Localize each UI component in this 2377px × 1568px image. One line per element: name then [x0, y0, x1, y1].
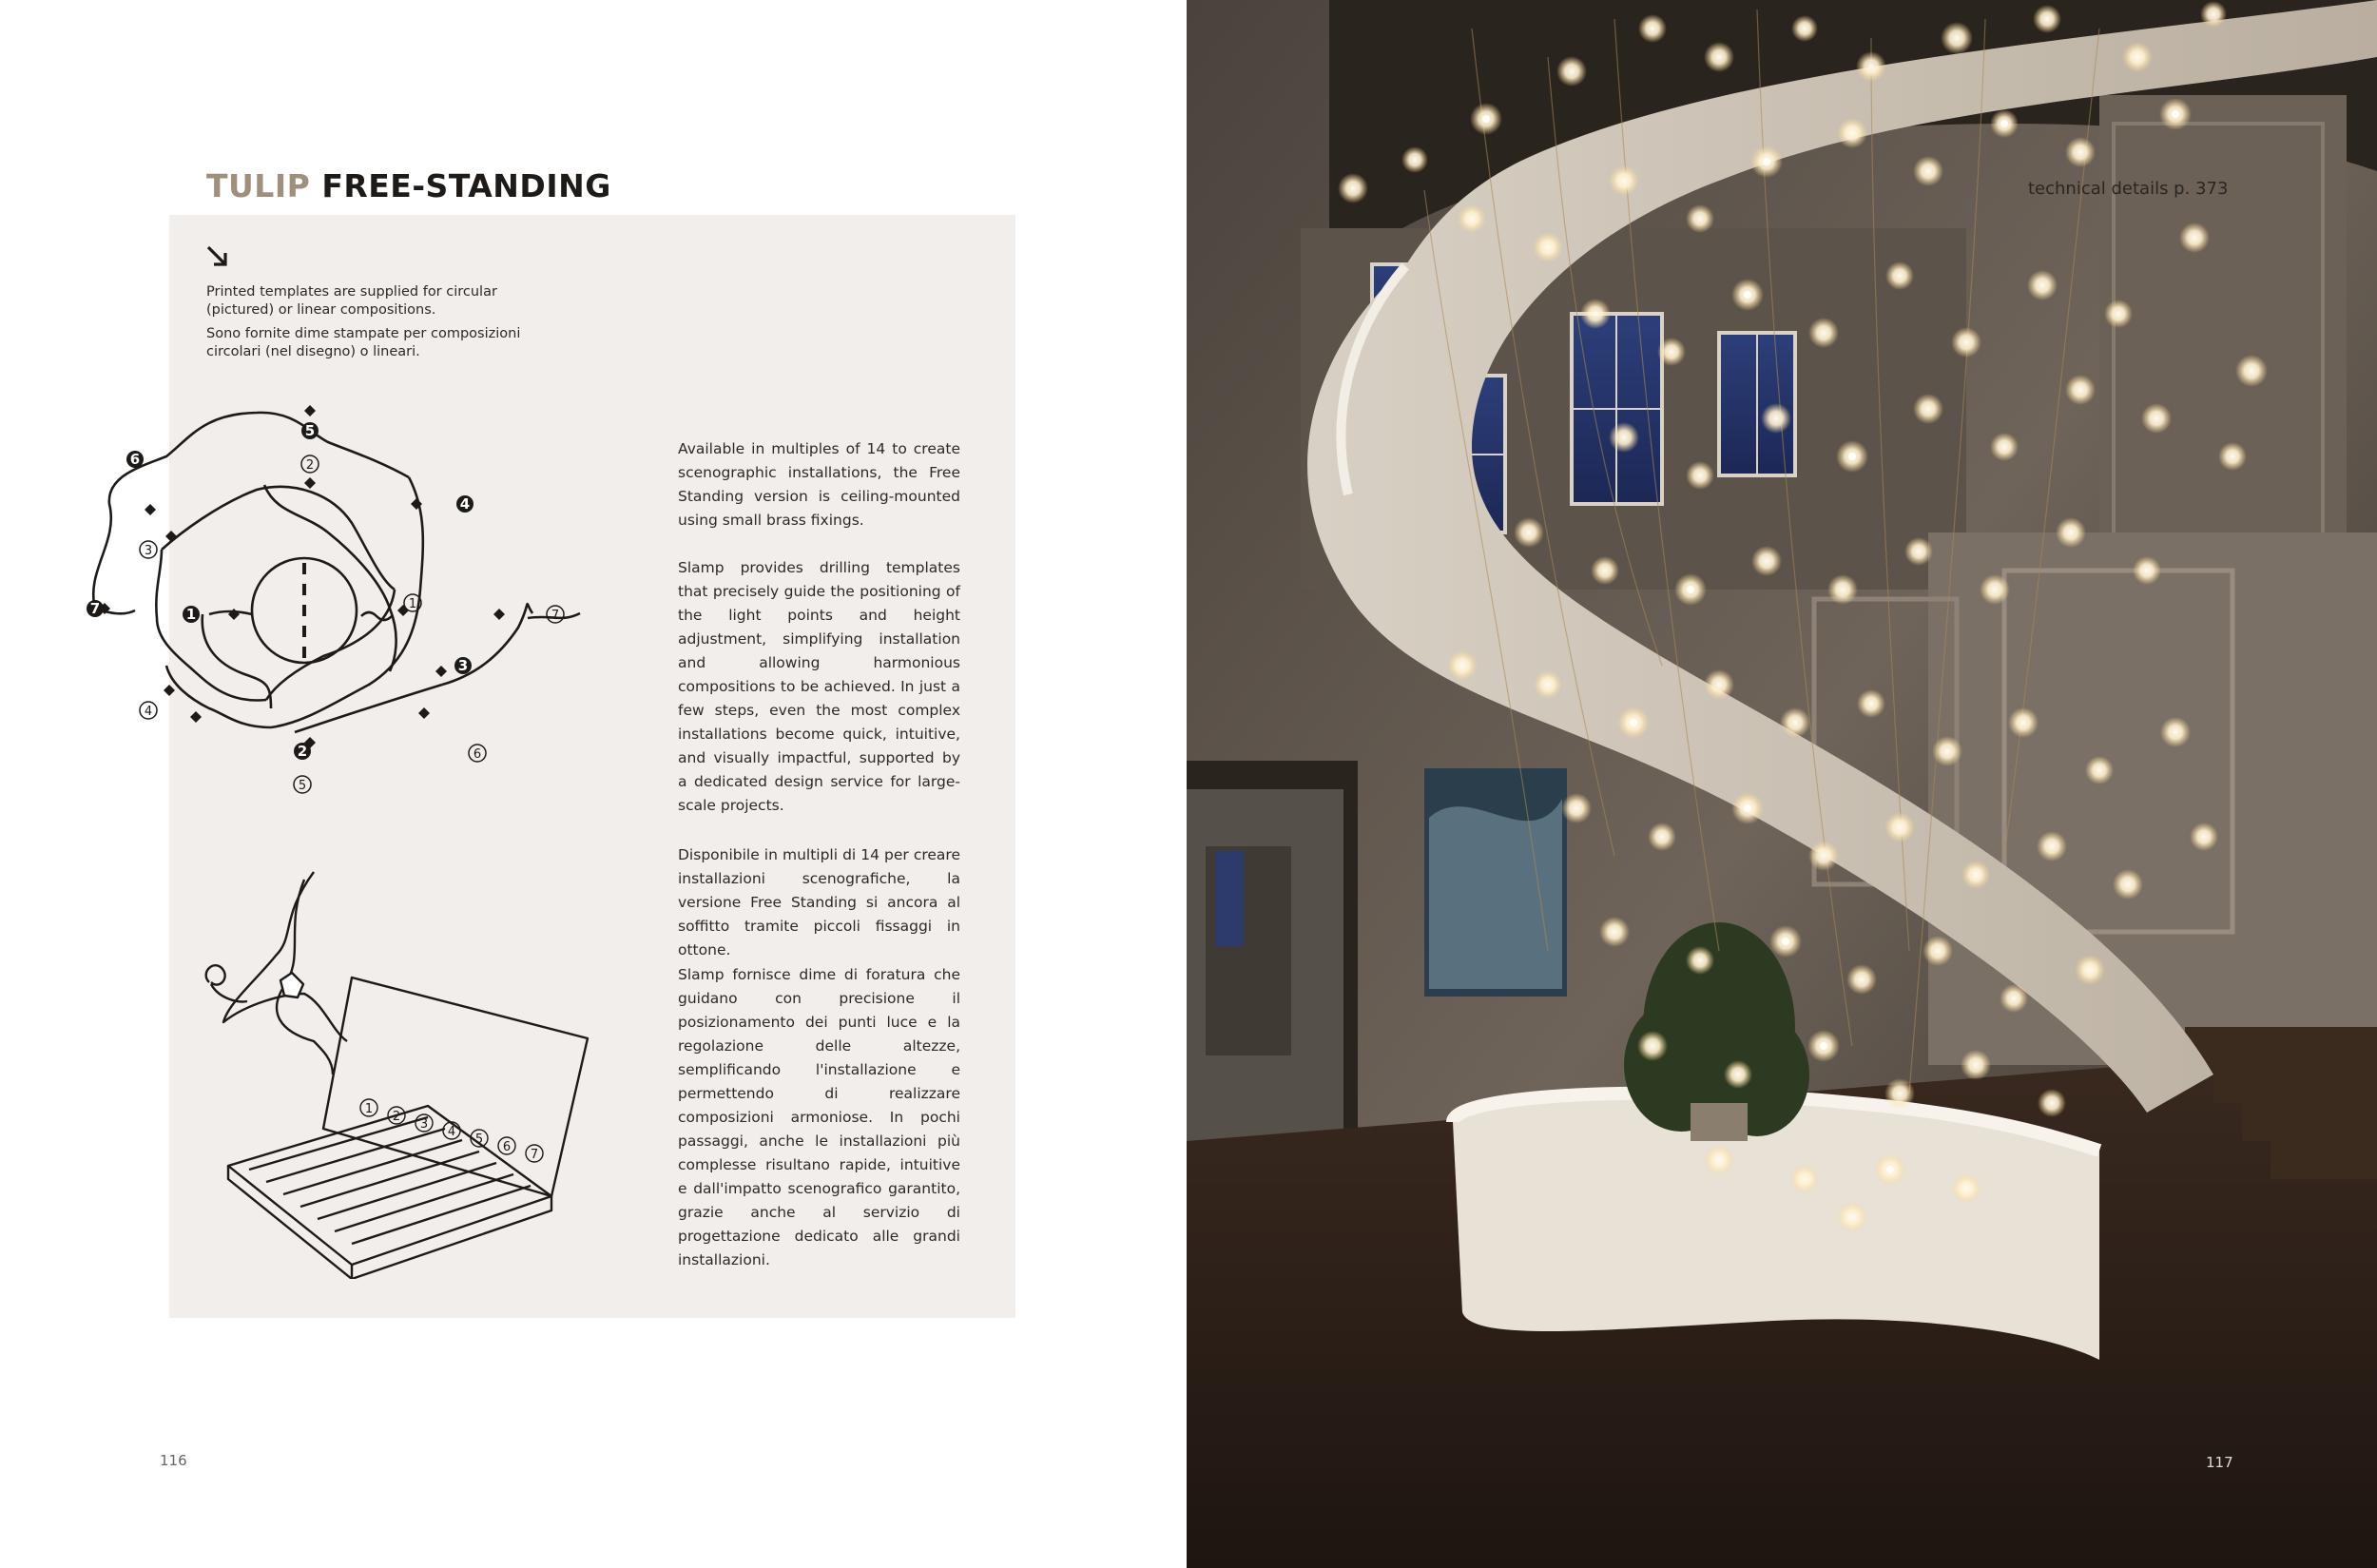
box-label: 6	[502, 1140, 512, 1154]
box-label: 1	[364, 1102, 374, 1116]
diagram-label: 1	[185, 606, 197, 623]
diagram-label: 2	[297, 743, 308, 760]
svg-text:6: 6	[473, 747, 482, 762]
svg-text:5: 5	[298, 779, 307, 793]
box-label: 4	[447, 1125, 456, 1139]
diagram-label: 6	[129, 451, 141, 468]
box-label: 2	[392, 1110, 401, 1124]
box-label: 5	[474, 1132, 484, 1147]
page-number-left: 116	[160, 1452, 187, 1469]
page-number-right: 117	[2206, 1454, 2233, 1471]
left-page	[0, 0, 1187, 1568]
body-italian-2: Slamp fornisce dime di foratura che guidano con precisione il posizionamento dei punti luce e la regolazione delle altezze, semplificando l'installazione e permettendo di realizzare composizioni armoniose. In pochi passaggi, anche le installazioni più complesse risultano rapide, intuitive e dall'impatto scenografico garantito, grazie anche al servizio di progettazione dedicato alle grandi installazioni.	[678, 966, 960, 1268]
diagram-label: 5	[304, 422, 316, 439]
svg-text:1: 1	[408, 597, 417, 611]
section-title	[206, 167, 611, 204]
brand-name: TULIP	[206, 167, 311, 204]
diagram-label: 7	[89, 600, 101, 617]
note-english: Printed templates are supplied for circular (pictured) or linear compositions.	[206, 284, 497, 318]
svg-text:2: 2	[305, 458, 315, 473]
body-italian-1: Disponibile in multipli di 14 per creare installazioni scenografiche, la versione Free Standing si ancora al soffitto tramite piccoli fissaggi in ottone.	[678, 846, 960, 958]
arrow-down-right-icon	[204, 243, 233, 272]
svg-text:4: 4	[144, 705, 153, 719]
note-italian: Sono fornite dime stampate per composizioni circolari (nel disegno) o lineari.	[206, 326, 521, 359]
svg-text:3: 3	[144, 544, 153, 558]
model-name: FREE-STANDING	[321, 167, 611, 204]
diagram-label: 4	[459, 495, 471, 513]
technical-details-link[interactable]: technical details p. 373	[2028, 179, 2229, 199]
body-english-2: Slamp provides drilling templates that precisely guide the positioning of the light points and height adjustment, simplifying installation and allowing harmonious compositions to be achieved. In just a few steps, even the most complex installations become quick, intuitive, and visually impactful, supported by a dedicated design service for large-scale projects.	[678, 559, 960, 814]
circular-template-diagram	[67, 399, 599, 818]
diagram-label: 3	[457, 657, 469, 674]
right-page-photo	[1187, 0, 2377, 1568]
staircase-photo	[1187, 0, 2377, 1568]
body-english-1: Available in multiples of 14 to create scenographic installations, the Free Standing version is ceiling-mounted using small brass fixings.	[678, 440, 960, 529]
box-label: 3	[419, 1117, 429, 1132]
template-box-illustration	[190, 861, 609, 1279]
svg-text:7: 7	[551, 609, 560, 623]
box-label: 7	[530, 1148, 539, 1162]
